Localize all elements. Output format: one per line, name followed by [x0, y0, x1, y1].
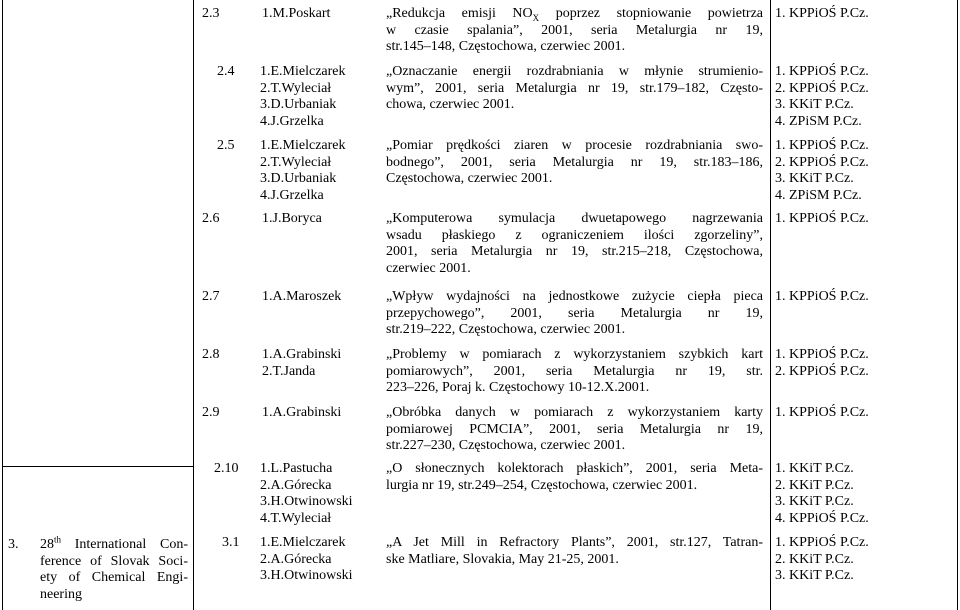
author-name: 4.J.Grzelka [260, 187, 324, 203]
affiliation: 3. KKiT P.Cz. [775, 494, 854, 509]
title-line: lurgia nr 19, str.249–254, Częstochowa, czerwiec 2001. [386, 477, 698, 493]
title-line: str.145–148, Częstochowa, czerwiec 2001. [386, 39, 626, 54]
title-line: wsadu płaskiego z ograniczeniem ilości zgorzeliny”, [386, 227, 763, 243]
col-border-section [193, 0, 194, 610]
author-name: 2.A.Górecka [260, 551, 332, 567]
author-name: 1.E.Mielczarek [260, 138, 346, 153]
entry-number: 2.4 [217, 64, 235, 79]
entry-authors [260, 64, 346, 130]
author-name: 3.D.Urbaniak [260, 97, 337, 112]
title-line: 2001, seria Metalurgia nr 19, str.215–218, Częstochowa, [386, 244, 763, 259]
entry-affiliations [775, 347, 869, 380]
title-line: „A Jet Mill in Refractory Plants”, 2001, str.127, Tatran- [386, 535, 763, 550]
affiliation: 4. ZPiSM P.Cz. [775, 187, 862, 203]
affiliation: 1. KPPiOŚ P.Cz. [775, 138, 869, 153]
title-line: pomiarowych”, 2001, seria Metalurgia nr 19, str. [386, 363, 763, 379]
entry-authors [262, 289, 341, 306]
title-line: str.227–230, Częstochowa, czerwiec 2001. [386, 438, 626, 453]
title-line: „Obróbka danych w pomiarach z wykorzystaniem karty [386, 405, 763, 420]
affiliation: 3. KKiT P.Cz. [775, 97, 854, 112]
entry-affiliations [775, 289, 869, 306]
author-name: 2.T.Wyleciał [260, 154, 332, 170]
entry-affiliations [775, 461, 869, 527]
entry-title [386, 347, 763, 397]
entry-title [386, 405, 763, 455]
entry-affiliations [775, 6, 869, 23]
entry-title [386, 64, 763, 114]
entry-title [386, 138, 763, 188]
affiliation: 2. KPPiOŚ P.Cz. [775, 80, 869, 96]
entry-affiliations [775, 211, 869, 228]
section-title [40, 534, 188, 603]
entry-number: 2.9 [202, 405, 220, 420]
author-name: 1.A.Grabinski [262, 405, 342, 420]
title-line: „Wpływ wydajności na jednostkowe zużycie ciepła pieca [386, 289, 763, 304]
title-line: „Komputerowa symulacja dwuetapowego nagrzewania [386, 211, 763, 226]
affiliation: 1. KPPiOŚ P.Cz. [775, 535, 869, 550]
author-name: 1.L.Pastucha [260, 461, 333, 476]
affiliation: 2. KKiT P.Cz. [775, 477, 854, 493]
entry-authors [262, 405, 341, 422]
author-name: 3.H.Otwinowski [260, 494, 353, 509]
author-name: 2.T.Janda [262, 363, 316, 379]
author-name: 1.J.Boryca [262, 211, 322, 226]
entry-authors [260, 535, 353, 585]
entry-title [386, 461, 763, 494]
entry-affiliations [775, 64, 869, 130]
entry-number: 2.3 [202, 6, 220, 21]
affiliation: 1. KPPiOŚ P.Cz. [775, 211, 869, 226]
section-title-line: 28th International Con- [40, 534, 188, 552]
entry-number: 2.5 [217, 138, 235, 153]
title-line: przepychowego”, 2001, seria Metalurgia nr 19, [386, 305, 763, 321]
title-line: pomiarowej PCMCIA”, 2001, seria Metalurgia nr 19, [386, 421, 763, 437]
affiliation: 1. KPPiOŚ P.Cz. [775, 347, 869, 362]
author-name: 1.A.Grabinski [262, 347, 342, 362]
entry-affiliations [775, 405, 869, 422]
title-line: „Oznaczanie energii rozdrabniania w młynie strumienio- [386, 64, 763, 79]
title-line: chowa, czerwiec 2001. [386, 97, 515, 112]
title-line: „O słonecznych kolektorach płaskich”, 2001, seria Meta- [386, 461, 763, 476]
entry-authors [262, 211, 322, 228]
affiliation: 2. KPPiOŚ P.Cz. [775, 154, 869, 170]
section-number: 3. [8, 537, 19, 552]
author-name: 3.D.Urbaniak [260, 171, 337, 186]
section-title-line: neering [40, 586, 82, 602]
title-line: w czasie spalania”, 2001, seria Metalurgia nr 19, [386, 22, 763, 38]
affiliation: 1. KPPiOŚ P.Cz. [775, 289, 869, 304]
title-line: 223–226, Poraj k. Częstochowy 10-12.X.2001. [386, 380, 650, 395]
affiliation: 4. ZPiSM P.Cz. [775, 113, 862, 129]
affiliation: 3. KKiT P.Cz. [775, 568, 854, 583]
title-line: „Pomiar prędkości ziaren w procesie rozdrabniania swo- [386, 138, 763, 153]
col-border-affil [770, 0, 771, 610]
entry-number: 2.7 [202, 289, 220, 304]
row-separator-section3 [2, 466, 193, 467]
col-border-right [957, 0, 958, 610]
entry-authors [262, 347, 341, 380]
title-line: ske Matliare, Slovakia, May 21-25, 2001. [386, 551, 619, 567]
entry-title [386, 211, 763, 277]
author-name: 4.J.Grzelka [260, 113, 324, 129]
author-name: 4.T.Wyleciał [260, 510, 332, 526]
section-title-line: ety of Chemical Engi- [40, 570, 188, 585]
author-name: 2.T.Wyleciał [260, 80, 332, 96]
author-name: 3.H.Otwinowski [260, 568, 353, 583]
title-line: czerwiec 2001. [386, 260, 471, 276]
entry-number: 3.1 [222, 535, 240, 550]
author-name: 1.A.Maroszek [262, 289, 342, 304]
title-line: Częstochowa, czerwiec 2001. [386, 171, 553, 186]
affiliation: 2. KKiT P.Cz. [775, 551, 854, 567]
author-name: 1.E.Mielczarek [260, 535, 346, 550]
entry-title [386, 535, 763, 568]
entry-affiliations [775, 138, 869, 204]
col-border-left [2, 0, 3, 610]
author-name: 2.A.Górecka [260, 477, 332, 493]
affiliation: 1. KPPiOŚ P.Cz. [775, 405, 869, 420]
author-name: 1.M.Poskart [262, 6, 331, 21]
title-line: „Redukcja emisji $NO_X$ poprzez stopniowanie powietrza [386, 6, 763, 23]
title-line: „Problemy w pomiarach z wykorzystaniem szybkich kart [386, 347, 763, 362]
entry-authors [260, 138, 346, 204]
entry-authors [260, 461, 353, 527]
affiliation: 2. KPPiOŚ P.Cz. [775, 363, 869, 379]
entry-number: 2.8 [202, 347, 220, 362]
affiliation: 1. KKiT P.Cz. [775, 461, 854, 476]
entry-title [386, 6, 763, 56]
entry-number: 2.6 [202, 211, 220, 226]
title-line: str.219–222, Częstochowa, czerwiec 2001. [386, 322, 626, 337]
affiliation: 4. KPPiOŚ P.Cz. [775, 510, 869, 526]
entry-authors [262, 6, 330, 23]
affiliation: 3. KKiT P.Cz. [775, 171, 854, 186]
entry-title [386, 289, 763, 339]
affiliation: 1. KPPiOŚ P.Cz. [775, 64, 869, 79]
title-line: wym”, 2001, seria Metalurgia nr 19, str.179–182, Często- [386, 80, 763, 96]
entry-number: 2.10 [214, 461, 239, 476]
entry-affiliations [775, 535, 869, 585]
author-name: 1.E.Mielczarek [260, 64, 346, 79]
section-title-line: ference of Slovak Soci- [40, 553, 188, 569]
title-line: bodnego”, 2001, seria Metalurgia nr 19, str.183–186, [386, 154, 763, 170]
affiliation: 1. KPPiOŚ P.Cz. [775, 6, 869, 21]
